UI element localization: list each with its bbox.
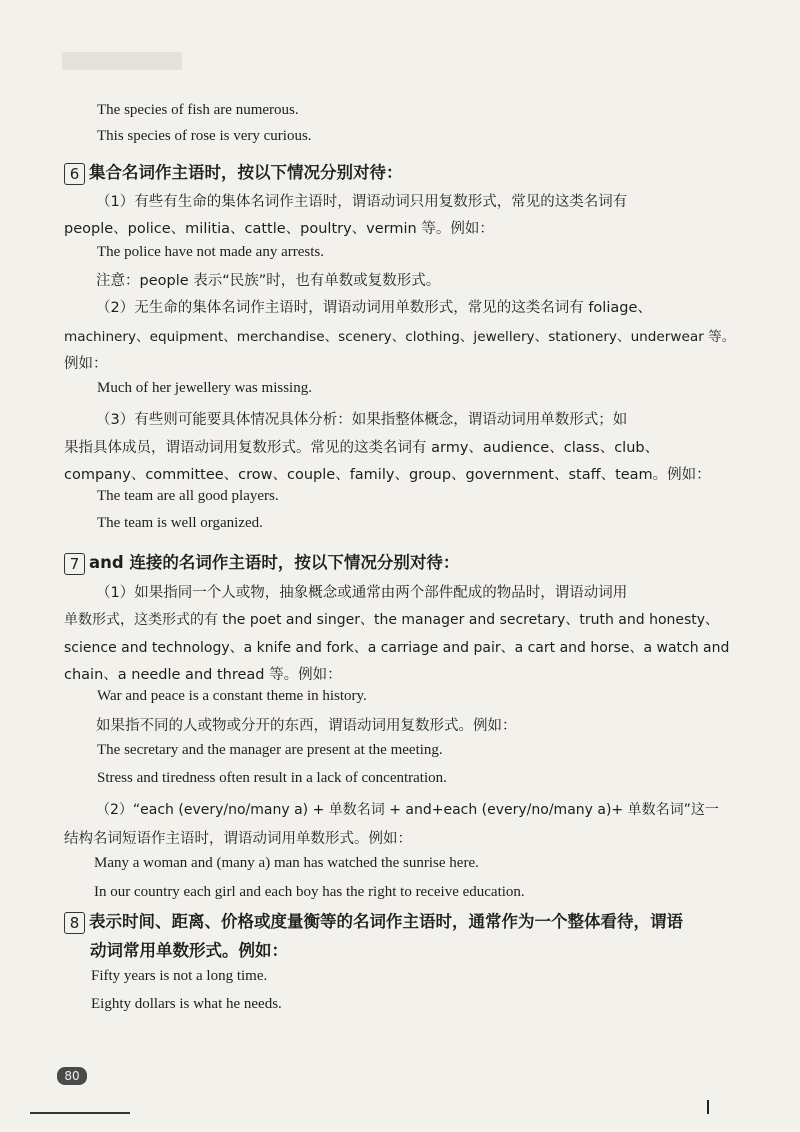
paragraph: （2）无生命的集体名词作主语时，谓语动词用单数形式，常见的这类名词有 foliage、 <box>96 300 652 316</box>
paragraph: company、committee、crow、couple、family、group、government、staff、team。例如： <box>64 467 711 483</box>
page-number: 80 <box>57 1067 87 1085</box>
note: 注意：people 表示“民族”时，也有单数或复数形式。 <box>96 273 441 289</box>
section-number-8: 8 <box>64 912 85 934</box>
example-sentence: This species of rose is very curious. <box>97 128 312 144</box>
example-sentence: Many a woman and (many a) man has watched the sunrise here. <box>94 855 479 871</box>
section-number-6: 6 <box>64 163 85 185</box>
footer-tick <box>707 1100 709 1114</box>
section-6-title: 集合名词作主语时，按以下情况分别对待： <box>89 163 403 182</box>
example-sentence: The secretary and the manager are present at the meeting. <box>97 742 443 758</box>
paragraph: 例如： <box>64 356 108 372</box>
example-sentence: In our country each girl and each boy has the right to receive education. <box>94 884 525 900</box>
paragraph: chain、a needle and thread 等。例如： <box>64 667 342 683</box>
section-8-heading-cont: 动词常用单数形式。例如： <box>90 941 288 960</box>
section-7-heading <box>64 549 459 575</box>
section-8-title: 表示时间、距离、价格或度量衡等的名词作主语时，通常作为一个整体看待，谓语 <box>89 912 683 931</box>
example-sentence: Stress and tiredness often result in a lack of concentration. <box>97 770 447 786</box>
paragraph: （2）“each (every/no/many a) + 单数名词 + and+each (every/no/many a)+ 单数名词”这一 <box>96 802 719 818</box>
section-8-heading <box>64 908 683 934</box>
paragraph: machinery、equipment、merchandise、scenery、clothing、jewellery、stationery、underwear 等。 <box>64 329 736 345</box>
paragraph: 单数形式，这类形式的有 the poet and singer、the manager and secretary、truth and honesty、 <box>64 612 720 628</box>
example-sentence: Eighty dollars is what he needs. <box>91 996 282 1012</box>
section-6-heading <box>64 159 403 185</box>
section-7-title: and 连接的名词作主语时，按以下情况分别对待： <box>89 553 460 572</box>
example-sentence: The species of fish are numerous. <box>97 102 299 118</box>
section-number-7: 7 <box>64 553 85 575</box>
paragraph: 果指具体成员，谓语动词用复数形式。常见的这类名词有 army、audience、class、club、 <box>64 440 660 456</box>
paragraph: science and technology、a knife and fork、a carriage and pair、a cart and horse、a watch and <box>64 640 730 656</box>
paragraph: 如果指不同的人或物或分开的东西，谓语动词用复数形式。例如： <box>96 718 517 734</box>
example-sentence: The team are all good players. <box>97 488 279 504</box>
paragraph: 结构名词短语作主语时，谓语动词用单数形式。例如： <box>64 831 412 847</box>
paragraph: （1）有些有生命的集体名词作主语时，谓语动词只用复数形式，常见的这类名词有 <box>96 194 628 210</box>
example-sentence: Fifty years is not a long time. <box>91 968 268 984</box>
paragraph: （3）有些则可能要具体情况具体分析：如果指整体概念，谓语动词用单数形式；如 <box>96 412 628 428</box>
example-sentence: The police have not made any arrests. <box>97 244 324 260</box>
paragraph: people、police、militia、cattle、poultry、vermin 等。例如： <box>64 221 494 237</box>
bleed-through-header <box>62 52 182 70</box>
footer-rule <box>30 1112 130 1114</box>
example-sentence: The team is well organized. <box>97 515 263 531</box>
example-sentence: War and peace is a constant theme in history. <box>97 688 367 704</box>
example-sentence: Much of her jewellery was missing. <box>97 380 312 396</box>
paragraph: （1）如果指同一个人或物，抽象概念或通常由两个部件配成的物品时，谓语动词用 <box>96 585 628 601</box>
